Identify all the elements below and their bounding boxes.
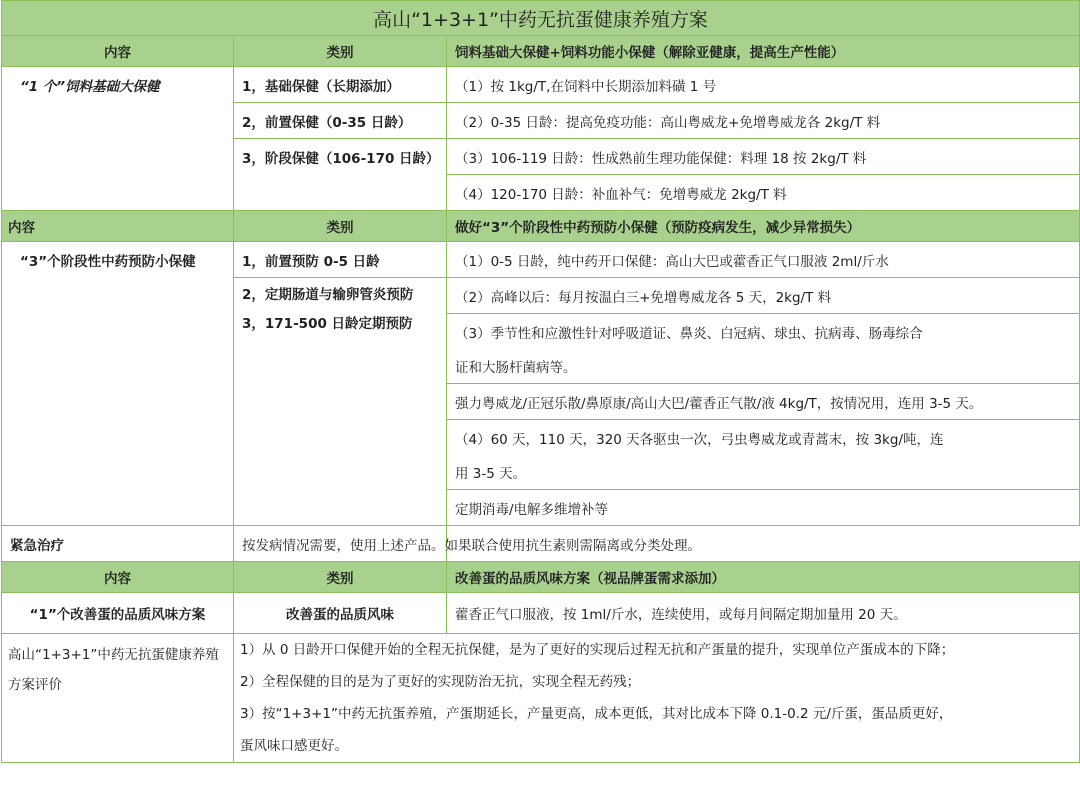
- section1-header-category: 类别: [234, 36, 447, 67]
- table-row: [2, 593, 1080, 634]
- table-row: [2, 242, 1080, 278]
- section3-header-row: [2, 562, 1080, 593]
- section2-category: 2，定期肠道与输卵管炎预防: [242, 287, 414, 303]
- evaluation-title: 高山“1+3+1”中药无抗蛋健康养殖方案评价: [2, 634, 234, 763]
- section2-category-group: [234, 278, 447, 526]
- section1-header-row: [2, 36, 1080, 67]
- section3-header-content: 内容: [2, 562, 234, 593]
- section1-content: “1 个”饲料基础大保健: [2, 67, 234, 211]
- section1-header-detail: 饲料基础大保健+饲料功能小保健（解除亚健康，提高生产性能）: [447, 36, 1080, 67]
- section1-header-content: 内容: [2, 36, 234, 67]
- section2-detail: （1）0-5 日龄，纯中药开口保健：高山大巴或藿香正气口服液 2ml/斤水: [447, 242, 1080, 278]
- section2-detail: （2）高峰以后：每月按温白三+免增粤威龙各 5 天，2kg/T 料: [447, 278, 1080, 314]
- evaluation-line: 2）全程保健的目的是为了更好的实现防治无抗，实现全程无药残；: [240, 674, 641, 690]
- page-title: 高山“1+3+1”中药无抗蛋健康养殖方案: [2, 1, 1080, 36]
- section1-category: 3，阶段保健（106-170 日龄）: [234, 139, 447, 211]
- section1-detail: （4）120-170 日龄：补血补气：免增粤威龙 2kg/T 料: [447, 175, 1080, 211]
- section2-detail: 强力粤威龙/正冠乐散/鼻原康/高山大巴/藿香正气散/液 4kg/T，按情况用，连用 3-5 天。: [447, 384, 1080, 420]
- evaluation-body: [234, 634, 1080, 763]
- section2-category: 1，前置预防 0-5 日龄: [234, 242, 447, 278]
- section3-detail: 藿香正气口服液，按 1ml/斤水，连续使用，或每月间隔定期加量用 20 天。: [447, 593, 1080, 634]
- table-row: [2, 526, 1080, 562]
- section3-header-detail: 改善蛋的品质风味方案（视品牌蛋需求添加）: [447, 562, 1080, 593]
- section1-category: 2，前置保健（0-35 日龄）: [234, 103, 447, 139]
- evaluation-row: [2, 634, 1080, 763]
- evaluation-line: 蛋风味口感更好。: [240, 738, 348, 754]
- section2-header-detail: 做好“3”个阶段性中药预防小保健（预防疫病发生，减少异常损失）: [447, 211, 1080, 242]
- section2-emergency-category: 紧急治疗: [2, 526, 234, 562]
- section1-category: 1，基础保健（长期添加）: [234, 67, 447, 103]
- section3-header-category: 类别: [234, 562, 447, 593]
- section2-header-category: 类别: [234, 211, 447, 242]
- section2-emergency-detail: 按发病情况需要，使用上述产品。如果联合使用抗生素则需隔离或分类处理。: [234, 526, 447, 562]
- section2-category: 3，171-500 日龄定期预防: [242, 316, 413, 332]
- section2-content: “3”个阶段性中药预防小保健: [2, 242, 234, 526]
- section2-detail: 证和大肠杆菌病等。: [447, 349, 1080, 384]
- health-plan-table: [1, 0, 1080, 763]
- section2-detail: （4）60 天，110 天，320 天各驱虫一次，弓虫粤威龙或青蒿末，按 3kg/吨，连: [447, 420, 1080, 456]
- section3-category: 改善蛋的品质风味: [234, 593, 447, 634]
- section2-header-row: [2, 211, 1080, 242]
- section1-detail: （1）按 1kg/T,在饲料中长期添加料磺 1 号: [447, 67, 1080, 103]
- table-row: [2, 67, 1080, 103]
- section1-detail: （2）0-35 日龄：提高免疫功能：高山粤威龙+免增粤威龙各 2kg/T 料: [447, 103, 1080, 139]
- section2-header-content: 内容: [2, 211, 234, 242]
- section2-detail: （3）季节性和应激性针对呼吸道证、鼻炎、白冠病、球虫、抗病毒、肠毒综合: [447, 314, 1080, 350]
- section2-detail: 定期消毒/电解多维增补等: [447, 490, 1080, 526]
- evaluation-line: 3）按“1+3+1”中药无抗蛋养殖，产蛋期延长，产量更高，成本更低，其对比成本下降 0.1-0.2 元/斤蛋，蛋品质更好，: [240, 706, 953, 722]
- title-row: [2, 1, 1080, 36]
- section1-detail: （3）106-119 日龄：性成熟前生理功能保健：料理 18 按 2kg/T 料: [447, 139, 1080, 175]
- evaluation-line: 1）从 0 日龄开口保健开始的全程无抗保健，是为了更好的实现后过程无抗和产蛋量的提升，实现单位产蛋成本的下降；: [240, 642, 955, 658]
- section2-detail: 用 3-5 天。: [447, 455, 1080, 490]
- section3-content: “1”个改善蛋的品质风味方案: [2, 593, 234, 634]
